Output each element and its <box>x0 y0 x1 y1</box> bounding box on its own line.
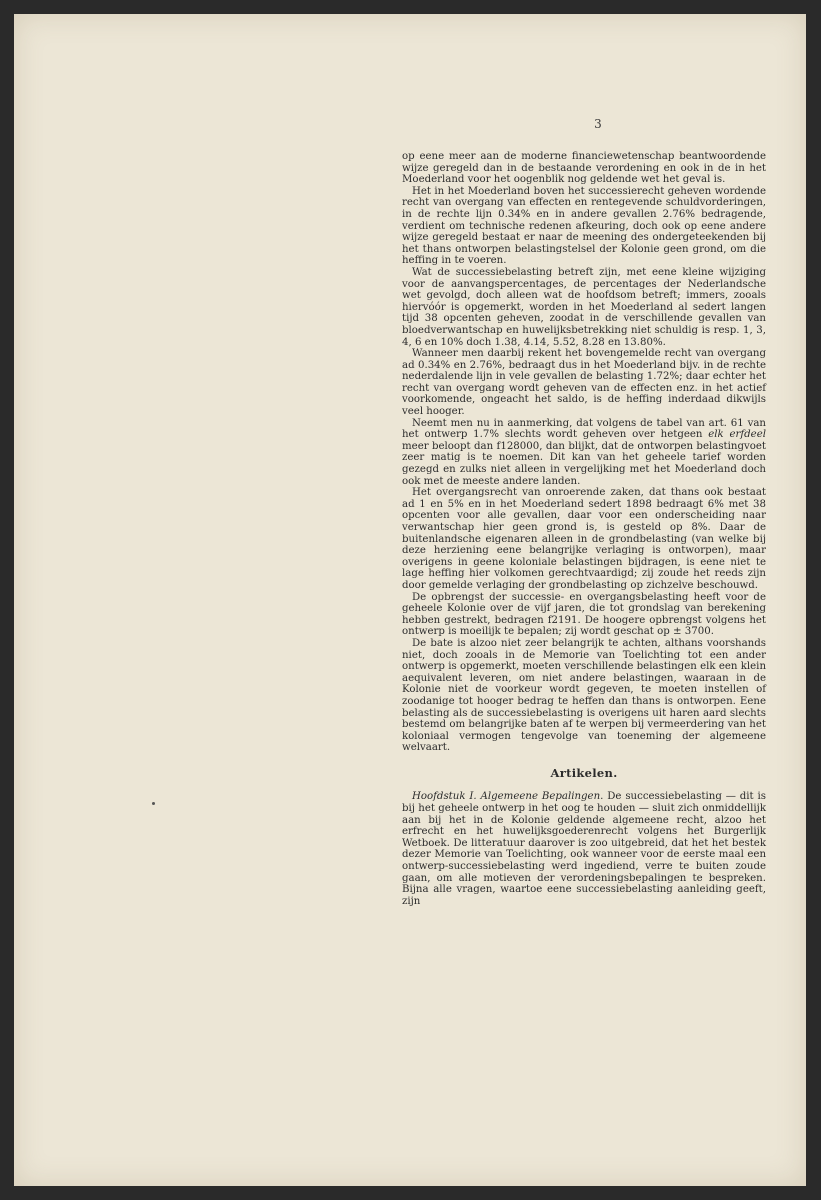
margin-mark <box>152 802 155 805</box>
paragraph-2: Het in het Moederland boven het successierecht geheven wordende recht van overgang van effecten en rentegevende schuldvorderingen, in de rechte lijn 0.34% en in andere gevallen 2.76% bedragende, verdient om technische redenen afkeuring, doch ook op eene andere wijze geregeld bestaat er naar de meening des ondergeteekenden bij het thans ontworpen belastingstelsel der Kolonie geen grond, om die heffing in te voeren. <box>402 185 766 267</box>
paragraph-5 <box>402 418 766 488</box>
paragraph-5-after: meer beloopt dan f128000, dan blijkt, dat de ontworpen belastingvoet zeer matig is te noemen. Dit kan van het geheele tarief worden gezegd en zulks niet alleen in vergelijking met het Moederland doch ook met de meeste andere landen. <box>402 440 766 487</box>
paragraph-5-italic: elk erfdeel <box>708 429 766 441</box>
text-column <box>402 151 766 907</box>
paragraph-1: op eene meer aan de moderne financiewetenschap beantwoordende wijze geregeld dan in de bestaande verordening en ook in de in het Moederland voor het oogenblik nog geldende wet het geval is. <box>402 151 766 186</box>
paragraph-final-lead: Hoofdstuk I. Algemeene Bepalingen. <box>412 791 604 803</box>
paragraph-final-text: De successiebelasting — dit is bij het geheele ontwerp in het oog te houden — sluit zich onmiddellijk aan bij het in de Kolonie geldende algemeene recht, alzoo het erfrecht en het huwelijksgoederenrecht volgens het Burgerlijk Wetboek. De litteratuur daarover is zoo uitgebreid, dat het het bestek dezer Memorie van Toelichting, ook wanneer voor de eerste maal een ontwerp-successiebelasting werd ingediend, verre te buiten zoude gaan, om alle motieven der verordeningsbepalingen te bespreken. Bijna alle vragen, waartoe eene successiebelasting aanleiding geeft, zijn <box>402 791 766 907</box>
paragraph-final <box>402 791 766 907</box>
paragraph-3: Wat de successiebelasting betreft zijn, met eene kleine wijziging voor de aanvangspercentages, de percentages der Nederlandsche wet gevolgd, doch alleen wat de hoofdsom betreft; immers, zooals hiervóór is opgemerkt, worden in het Moederland al sedert langen tijd 38 opcenten geheven, zoodat in de verschillende gevallen van bloedverwantschap en huwelijksbetrekking niet schuldig is resp. 1, 3, 4, 6 en 10% doch 1.38, 4.14, 5.52, 8.28 en 13.80%. <box>402 266 766 348</box>
paragraph-5-before: Neemt men nu in aanmerking, dat volgens de tabel van art. 61 van het ontwerp 1.7% slechts wordt geheven over hetgeen <box>402 417 766 441</box>
paragraph-7: De opbrengst der successie- en overgangsbelasting heeft voor de geheele Kolonie over de vijf jaren, die tot grondslag van berekening hebben gestrekt, bedragen f2191. De hoogere opbrengst volgens het ontwerp is moeilijk te bepalen; zij wordt geschat op ± 3700. <box>402 591 766 638</box>
paragraph-6: Het overgangsrecht van onroerende zaken, dat thans ook bestaat ad 1 en 5% en in het Moederland sedert 1898 bedraagt 6% met 38 opcenten voor alle gevallen, daar voor een onderscheiding naar verwantschap hier geen grond is, is gesteld op 8%. Daar de buitenlandsche eigenaren alleen in de grondbelasting (van welke bij deze herziening eene belangrijke verlaging is ontworpen), maar overigens in geene koloniale belastingen bijdragen, is eene niet te lage heffing hier volkomen gerechtvaardigd; zij zoude het reeds zijn door gemelde verlaging der grondbelasting op zichzelve beschouwd. <box>402 487 766 591</box>
document-page <box>14 14 806 1186</box>
page-number: 3 <box>594 117 602 131</box>
paragraph-8: De bate is alzoo niet zeer belangrijk te achten, althans voorshands niet, doch zooals in de Memorie van Toelichting tot een ander ontwerp is opgemerkt, moeten verschillende belastingen elk een klein aequivalent leveren, om niet andere belastingen, waaraan in de Kolonie niet de voorkeur wordt gegeven, te moeten instellen of zoodanige tot hooger bedrag te heffen dan thans is ontworpen. Eene belasting als de successiebelasting is overigens uit haren aard slechts bestemd om belangrijke baten af te werpen bij vermeerdering van het koloniaal vermogen tengevolge van toeneming der algemeene welvaart. <box>402 637 766 754</box>
paragraph-4: Wanneer men daarbij rekent het bovengemelde recht van overgang ad 0.34% en 2.76%, bedraagt dus in het Moederland bijv. in de rechte nederdalende lijn in vele gevallen de belasting 1.72%; daar echter het recht van overgang wordt geheven van de effecten enz. in het actief voorkomende, ongeacht het saldo, is de heffing inderdaad dikwijls veel hooger. <box>402 348 766 418</box>
section-heading: Artikelen. <box>550 765 618 780</box>
